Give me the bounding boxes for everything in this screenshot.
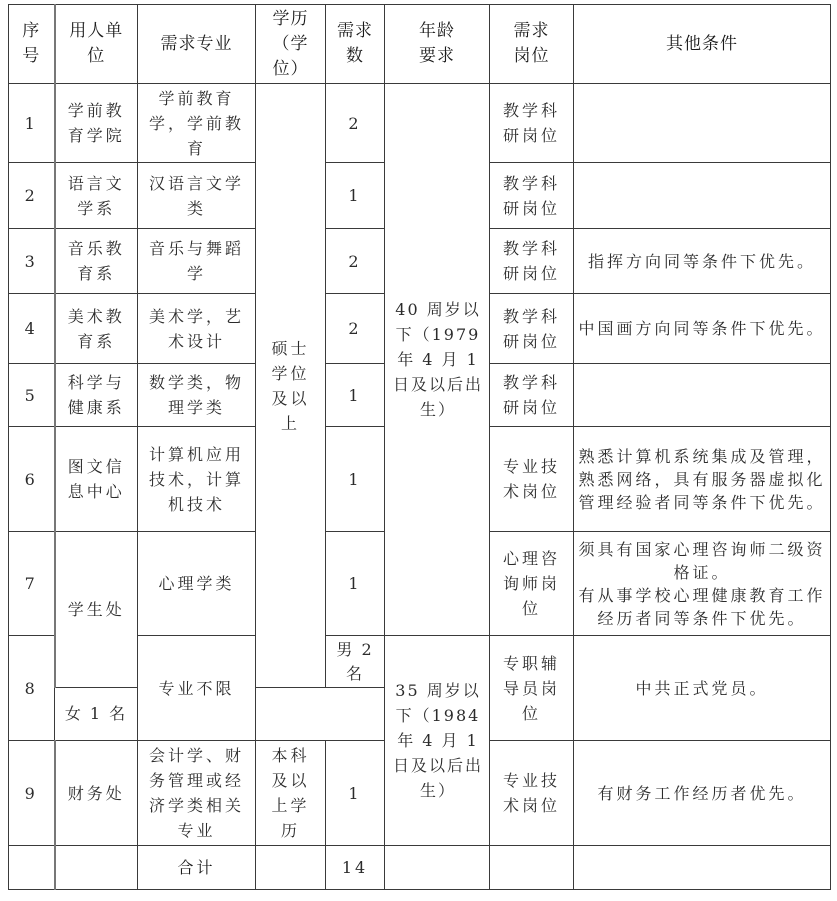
cell-count: 1: [326, 532, 385, 636]
cell-unit-merged: 学生处: [55, 532, 138, 688]
recruitment-table: [8, 4, 831, 890]
cell-other: 有财务工作经历者优先。: [574, 741, 831, 846]
cell-seq: 2: [9, 163, 55, 229]
header-seq: 序 号: [9, 5, 55, 84]
cell-seq: 1: [9, 84, 55, 163]
cell-count: 1: [326, 427, 385, 532]
cell-other: [574, 84, 831, 163]
header-unit: 用人单 位: [55, 5, 138, 84]
cell-age-merged-2: 35 周岁以下（1984 年 4 月 1 日及以后出生）: [385, 636, 490, 846]
cell-post-empty: [490, 846, 574, 890]
cell-other: 指挥方向同等条件下优先。: [574, 229, 831, 294]
cell-other: [574, 163, 831, 229]
cell-post: 教学科研岗位: [490, 294, 574, 364]
total-count: 14: [326, 846, 385, 890]
cell-post: 专职辅导员岗位: [490, 636, 574, 741]
header-age: 年龄 要求: [385, 5, 490, 84]
cell-age-merged: 40 周岁以下（1979 年 4 月 1 日及以后出生）: [385, 84, 490, 636]
cell-count: 2: [326, 294, 385, 364]
cell-unit: 科学与健康系: [55, 364, 138, 427]
other-line-1: 须具有国家心理咨询师二级资格证。: [578, 539, 826, 582]
cell-seq: 6: [9, 427, 55, 532]
cell-seq: 8: [9, 636, 55, 741]
cell-seq: 4: [9, 294, 55, 364]
header-count: 需求 数: [326, 5, 385, 84]
cell-unit: 图文信息中心: [55, 427, 138, 532]
cell-unit: 音乐教育系: [55, 229, 138, 294]
cell-major: 会计学、财务管理或经济学类相关专业: [138, 741, 256, 846]
cell-seq: 5: [9, 364, 55, 427]
cell-major: 汉语言文学类: [138, 163, 256, 229]
cell-count: 2: [326, 229, 385, 294]
cell-major: 音乐与舞蹈学: [138, 229, 256, 294]
cell-other: 中共正式党员。: [574, 636, 831, 741]
cell-seq: 3: [9, 229, 55, 294]
cell-unit: 美术教育系: [55, 294, 138, 364]
cell-post: 教学科研岗位: [490, 84, 574, 163]
header-post: 需求 岗位: [490, 5, 574, 84]
header-degree: 学历 （学 位）: [256, 5, 326, 84]
cell-post: 教学科研岗位: [490, 229, 574, 294]
cell-count: 1: [326, 163, 385, 229]
cell-count: 1: [326, 364, 385, 427]
cell-post: 教学科研岗位: [490, 163, 574, 229]
cell-count-male: 男 2 名: [326, 636, 385, 688]
cell-post: 专业技术岗位: [490, 427, 574, 532]
cell-other: 熟悉计算机系统集成及管理，熟悉网络，具有服务器虚拟化管理经验者同等条件下优先。: [574, 427, 831, 532]
cell-major: 专业不限: [138, 636, 256, 741]
table-row: [9, 84, 831, 163]
cell-unit: 语言文学系: [55, 163, 138, 229]
cell-post: 专业技术岗位: [490, 741, 574, 846]
cell-unit: 财务处: [55, 741, 138, 846]
total-row: [9, 846, 831, 890]
cell-major: 心理学类: [138, 532, 256, 636]
cell-count-female: 女 1 名: [55, 688, 138, 741]
cell-seq-empty: [9, 846, 55, 890]
header-other: 其他条件: [574, 5, 831, 84]
header-major: 需求专业: [138, 5, 256, 84]
cell-other: [574, 364, 831, 427]
cell-age-empty: [385, 846, 490, 890]
cell-major: 计算机应用技术，计算机技术: [138, 427, 256, 532]
cell-degree: 本科及以上学历: [256, 741, 326, 846]
cell-major: 数学类，物理学类: [138, 364, 256, 427]
cell-seq: 9: [9, 741, 55, 846]
cell-post: 教学科研岗位: [490, 364, 574, 427]
cell-unit: 学前教育学院: [55, 84, 138, 163]
cell-degree-merged: 硕士学位及以上: [256, 84, 326, 688]
cell-other-empty: [574, 846, 831, 890]
cell-unit-empty: [55, 846, 138, 890]
cell-post: 心理咨询师岗位: [490, 532, 574, 636]
other-line-2: 有从事学校心理健康教育工作经历者同等条件下优先。: [578, 585, 826, 628]
cell-major: 美术学，艺术设计: [138, 294, 256, 364]
cell-count: 1: [326, 741, 385, 846]
cell-count: 2: [326, 84, 385, 163]
total-label: 合计: [138, 846, 256, 890]
cell-other: 中国画方向同等条件下优先。: [574, 294, 831, 364]
header-row: [9, 5, 831, 84]
cell-seq: 7: [9, 532, 55, 636]
cell-other: [574, 532, 831, 636]
cell-degree-empty: [256, 846, 326, 890]
cell-major: 学前教育学，学前教育: [138, 84, 256, 163]
